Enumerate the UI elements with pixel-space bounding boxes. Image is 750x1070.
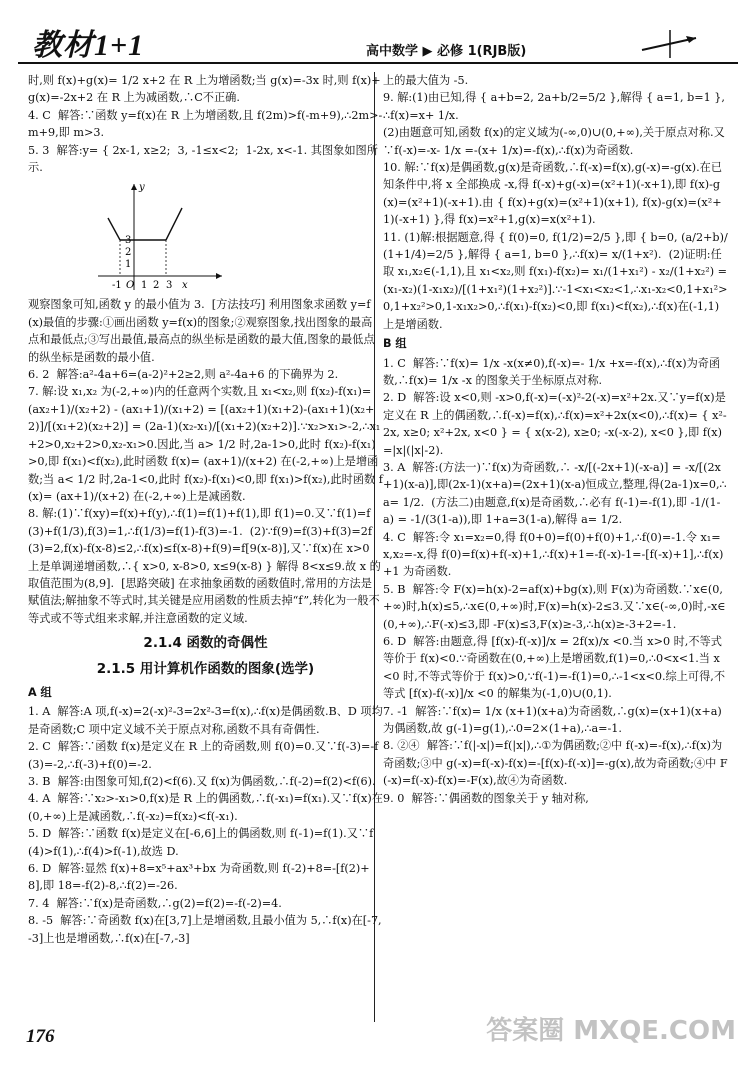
group-label: B 组 <box>383 337 407 351</box>
answer-item: 3. A 解答:(方法一)∵f(x)为奇函数,∴ -x/[(-2x+1)(-x-a)] = -x/[(2x+1)(x-a)],即(2x-1)(x+a)=(2x+1)(x-a)恒成立,整理,得(2a-1)x=0,∴a= 1/2. (方法二)由题意,f(x)是奇函数,∴必有 f(-1)=-f(1),即 -1/(1-a) = -1/(3(1-a)),即 1+a=3(1-a),解得 a= 1/2. <box>383 460 727 527</box>
graph-label: x <box>182 280 188 292</box>
page-number: 176 <box>26 1026 55 1047</box>
answer-item: 2. C 解答:∵函数 f(x)是定义在 R 上的奇函数,则 f(0)=0.又∵f(-3)=-f(3)=-2,∴f(-3)+f(0)=-2. <box>28 740 379 771</box>
answer-item: 9. 解:(1)由已知,得 { a+b=2, 2a+b/2=5/2 },解得 { a=1, b=1 },∴f(x)=x+ 1/x. <box>383 91 725 122</box>
answer-item: 6. D 解答:显然 f(x)+8=x⁵+ax³+bx 为奇函数,则 f(-2)+8=-[f(2)+8],即 18=-f(2)-8,∴f(2)=-26. <box>28 862 370 893</box>
answer-item: 4. C 解答:令 x₁=x₂=0,得 f(0+0)=f(0)+f(0)+1,∴f(0)=-1.令 x₁=x,x₂=-x,得 f(0)=f(x)+f(-x)+1,∴f(x)+1=-f(-x)-1=-[f(-x)+1],∴f(x)+1 为奇函数. <box>383 530 724 579</box>
answer-item: 2. D 解答:设 x<0,则 -x>0,f(-x)=(-x)²-2(-x)=x²+2x.又∵y=f(x)是定义在 R 上的偶函数,∴f(-x)=f(x),∴f(x)=x²+2x(x<0),∴f(x)= { x²-2x, x≥0; x²+2x, x<0 } = { x(x-2), x≥0; -x(-x-2), x<0 },即 f(x)=|x|(|x|-2). <box>383 391 727 457</box>
answer-item: 8. 解:(1)∵f(xy)=f(x)+f(y),∴f(1)=f(1)+f(1),即 f(1)=0.又∵f(1)=f(3)+f(1/3),f(3)=1,∴f(1/3)=f(1)-f(3)=-1. (2)∵f(9)=f(3)+f(3)=2f(3)=2,f(x)-f(x-8)≤2,∴f(x)≤f(x-8)+f(9)=f[9(x-8)],又∵f(x)在 x>0 上是单调递增函数,∴{ x>0, x-8>0, x≤9(x-8) } 解得 8<x≤9.故 x 的取值范围为(8,9]. [思路突破] 在求抽象函数的函数值时,常用的方法是赋值法;解抽象不等式时,其关键是应用函数的性质去掉“f”,转化为一般不等式或不等式组来求解,并注意函数的定义域. <box>28 507 381 625</box>
graph-label: 1 <box>141 280 148 292</box>
answer-item: 7. 4 解答:∵f(x)是奇函数,∴g(2)=f(2)=-f(-2)=4. <box>28 896 282 910</box>
answer-item: 4. A 解答:∵x₂>-x₁>0,f(x)是 R 上的偶函数,∴f(-x₁)=f(x₁).又∵f(x)在(0,+∞)上是减函数,∴f(-x₂)=f(x₂)<f(-x₁). <box>28 792 383 823</box>
graph-label: 1 <box>125 259 132 271</box>
answer-item: 上的最大值为 -5. <box>383 74 469 87</box>
answer-item: 8. ②④ 解答:∵f(|-x|)=f(|x|),∴①为偶函数;②中 f(-x)=-f(x),∴f(x)为奇函数;③中 g(-x)=f(-x)-f(x)=-[f(x)-f(-x)]=-g(x),故为奇函数;④中 F(-x)=f(-x)-f(x)=-F(x),故④为奇函数. <box>383 739 728 788</box>
book-brand-logo: 教材1+1 <box>32 29 145 62</box>
function-graph <box>90 178 230 294</box>
answer-item: 6. D 解答:由题意,得 [f(x)-f(-x)]/x = 2f(x)/x <0.当 x>0 时,不等式等价于 f(x)<0.∵奇函数在(0,+∞)上是增函数,f(1)=0,∴0<x<1.当 x<0 时,不等式等价于 f(x)>0,∵f(-1)=-f(1)=0,∴-1<x<0.综上可得,不等式 [f(x)-f(-x)]/x <0 的解集为(-1,0)∪(0,1). <box>383 635 726 701</box>
section-title: 2.1.4 函数的奇偶性 <box>143 635 268 652</box>
answer-item: 8. -5 解答:∵奇函数 f(x)在[3,7]上是增函数,且最小值为 5,∴f(x)在[-7,-3]上也是增函数,∴f(x)在[-7,-3] <box>28 914 382 945</box>
answer-item: 时,则 f(x)+g(x)= 1/2 x+2 在 R 上为增函数;当 g(x)=-3x 时,则 f(x)+g(x)=-2x+2 在 R 上为减函数,∴C不正确. <box>28 74 381 105</box>
answer-item: 4. C 解答:∵函数 y=f(x)在 R 上为增函数,且 f(2m)>f(-m+9),∴2m>-m+9,即 m>3. <box>28 108 383 140</box>
section-title: 2.1.5 用计算机作函数的图象(选学) <box>96 660 315 677</box>
answer-item: 1. C 解答:∵f(x)= 1/x -x(x≠0),f(-x)=- 1/x +x=-f(x),∴f(x)为奇函数,∴f(x)= 1/x -x 的图象关于坐标原点对称. <box>383 356 721 387</box>
right-column <box>383 72 731 807</box>
answer-item: 6. 2 解答:a²-4a+6=(a-2)²+2≥2,则 a²-4a+6 的下确界为 2. <box>28 368 339 382</box>
answer-item: 5. B 解答:令 F(x)=h(x)-2=af(x)+bg(x),则 F(x)为奇函数.∵x∈(0,+∞)时,h(x)≤5,∴x∈(0,+∞)时,F(x)=h(x)-2≤3.又∵x∈(-∞,0)时,-x∈(0,+∞),∴F(-x)≤3,即 -F(x)≤3,F(x)≥-3,∴h(x)≥-3+2=-1. <box>383 582 726 631</box>
answer-item: 7. 解:设 x₁,x₂ 为(-2,+∞)内的任意两个实数,且 x₁<x₂,则 f(x₂)-f(x₁)= (ax₂+1)/(x₂+2) - (ax₁+1)/(x₁+2) = [(ax₂+1)(x₁+2)-(ax₁+1)(x₂+2)]/[(x₁+2)(x₂+2)] = (2a-1)(x₂-x₁)/[(x₁+2)(x₂+2)].∵x₂>x₁>-2,∴x₁+2>0,x₂+2>0,x₂-x₁>0.因此,当 a> 1/2 时,2a-1>0,此时 f(x₂)-f(x₁)>0,即 f(x₁)<f(x₂),此时函数 f(x)= (ax+1)/(x+2) 在(-2,+∞)上是增函数;当 a< 1/2 时,2a-1<0,此时 f(x₂)-f(x₁)<0,即 f(x₁)>f(x₂),此时函数 f(x)= (ax+1)/(x+2) 在(-2,+∞)上是减函数. <box>28 385 383 503</box>
graph-label: y <box>139 182 145 194</box>
graph-label: O <box>126 280 135 292</box>
graph-label: 2 <box>125 247 132 259</box>
answer-item: 5. D 解答:∵函数 f(x)是定义在[-6,6]上的偶函数,则 f(-1)=f(1).又∵f(4)>f(1),∴f(4)>f(-1),故选 D. <box>28 827 374 858</box>
answer-item: 11. (1)解:根据题意,得 { f(0)=0, f(1/2)=2/5 },即 { b=0, (a/2+b)/(1+1/4)=2/5 },解得 { a=1, b=0 },∴f(x)= x/(1+x²). (2)证明:任取 x₁,x₂∈(-1,1),且 x₁<x₂,则 f(x₁)-f(x₂)= x₁/(1+x₁²) - x₂/(1+x₂²) = (x₁-x₂)(1-x₁x₂)/[(1+x₁²)(1+x₂²)].∵-1<x₁<x₂<1,∴x₁-x₂<0,1+x₁²>0,1+x₂²>0,1-x₁x₂>0,∴f(x₁)-f(x₂)<0,即 f(x₁)<f(x₂),∴f(x)在(-1,1)上是增函数. <box>383 230 731 331</box>
graph-label: 3 <box>166 280 173 292</box>
graph-label: 3 <box>125 235 132 247</box>
group-label: A 组 <box>28 685 52 699</box>
answer-item: 5. 3 解答:y= { 2x-1, x≥2; 3, -1≤x<2; 1-2x, x<-1. 其图象如图所示. <box>28 143 378 175</box>
answer-item: 3. B 解答:由图象可知,f(2)<f(6).又 f(x)为偶函数,∴f(-2)=f(2)<f(6). <box>28 775 376 788</box>
answer-item: 10. 解:∵f(x)是偶函数,g(x)是奇函数,∴f(-x)=f(x),g(-x)=-g(x).在已知条件中,将 x 全部换成 -x,得 f(-x)+g(-x)=(x²+1)(-x+1),即 f(x)-g(x)=(x²+1)(-x+1).由 { f(x)+g(x)=(x²+1)(x+1), f(x)-g(x)=(x²+1)(-x+1) },得 f(x)=x²+1,g(x)=x(x²+1). <box>383 161 723 227</box>
page-header <box>0 0 750 60</box>
answer-item: 9. 0 解答:∵偶函数的图象关于 y 轴对称, <box>383 791 589 805</box>
answer-item: 7. -1 解答:∵f(x)= 1/x (x+1)(x+a)为奇函数,∴g(x)=(x+1)(x+a)为偶函数,故 g(-1)=g(1),∴0=2×(1+a),∴a=-1. <box>383 704 722 736</box>
answer-item: (2)由题意可知,函数 f(x)的定义域为(-∞,0)∪(0,+∞),关于原点对称.又∵f(-x)=-x- 1/x =-(x+ 1/x)=-f(x),∴f(x)为奇函数. <box>383 126 725 157</box>
subject-label: 高中数学 ▶ 必修 1(RJB版) <box>366 44 527 59</box>
arrow-decoration-icon <box>640 28 700 60</box>
answer-item: 观察图象可知,函数 y 的最小值为 3. [方法技巧] 利用图象求函数 y=f(x)最值的步骤:①画出函数 y=f(x)的图象;②观察图象,找出图象的最高点和最低点;③写出最值,最高点的纵坐标是函数的最大值,图象的最低点的纵坐标是函数的最小值. <box>28 298 375 364</box>
header-rule <box>18 62 738 64</box>
answer-item: 1. A 解答:A 项,f(-x)=2(-x)²-3=2x²-3=f(x),∴f(x)是偶函数.B、D 项均是奇函数;C 项中定义域不关于原点对称,函数不具有奇偶性. <box>28 705 383 736</box>
watermark-logo: 答案圈 MXQE.COM <box>486 1016 736 1046</box>
graph-label: -1 <box>112 280 122 292</box>
graph-label: 2 <box>153 280 160 292</box>
left-column <box>28 72 383 947</box>
